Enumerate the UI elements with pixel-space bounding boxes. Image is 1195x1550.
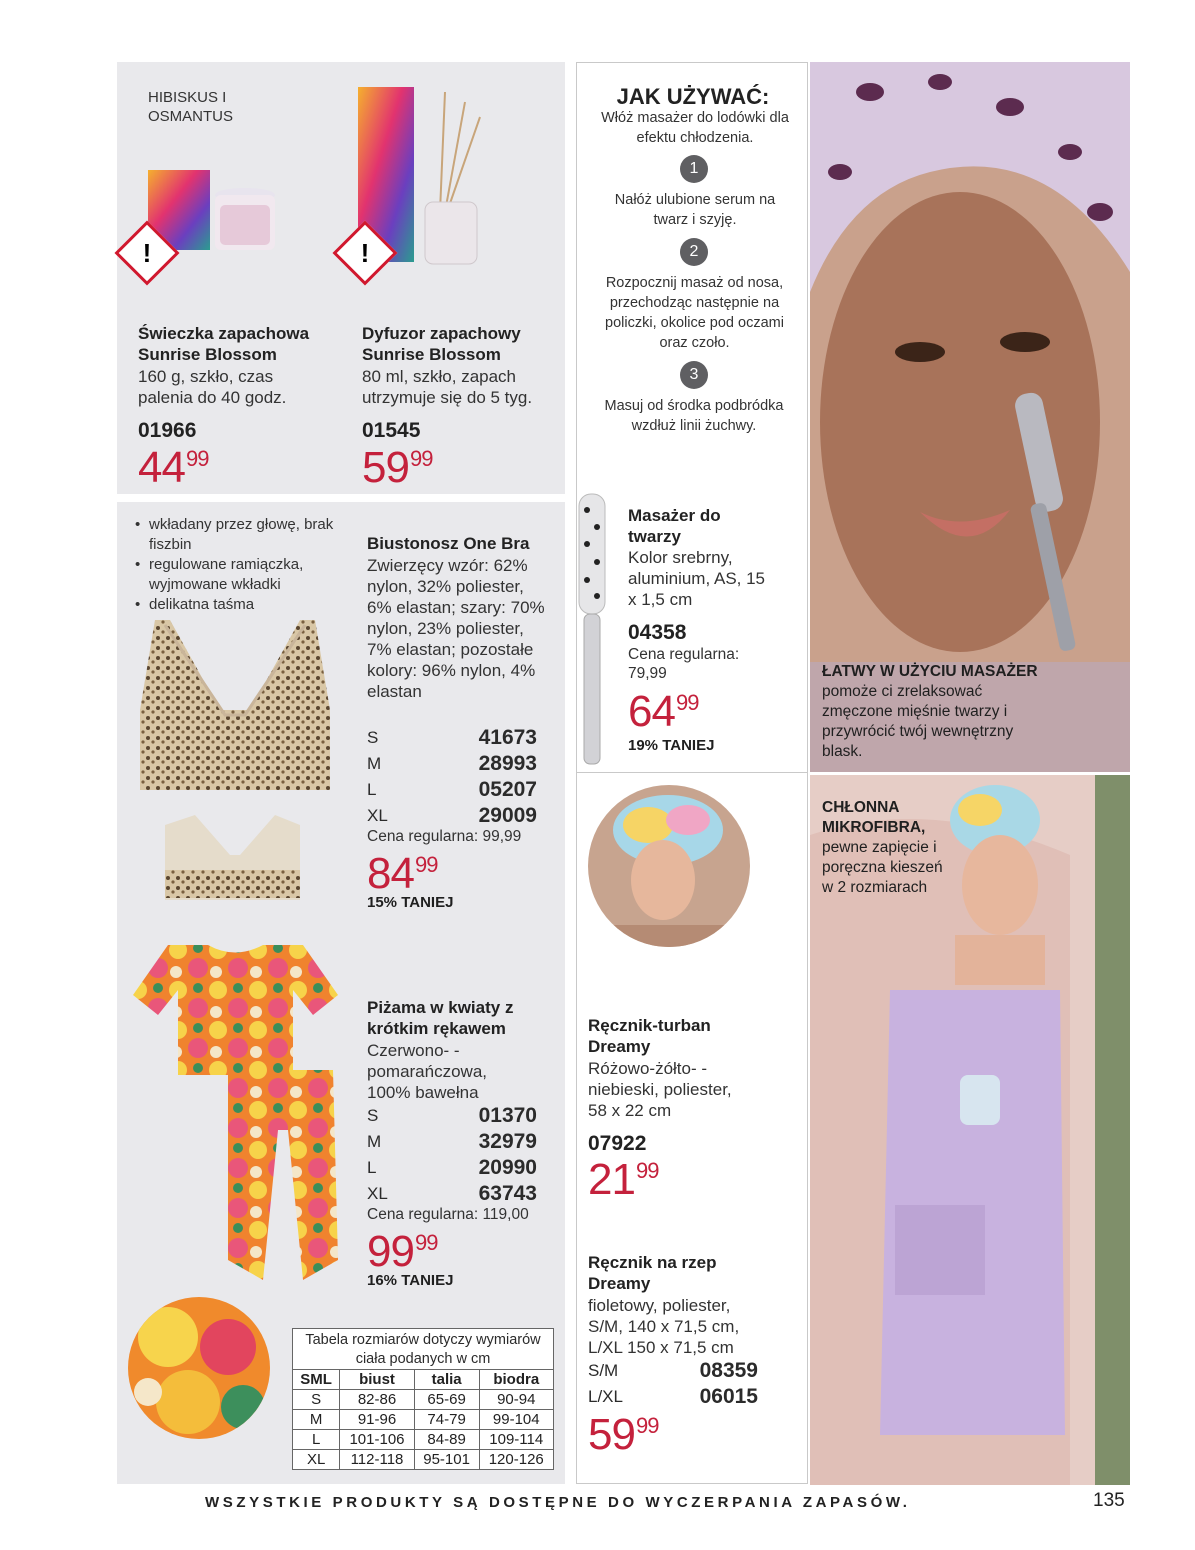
table-header: biust — [340, 1370, 414, 1390]
table-header: biodra — [479, 1370, 554, 1390]
pajamas-discount: 16% TANIEJ — [367, 1272, 454, 1289]
turban-title: Ręcznik-turban Dreamy — [588, 1016, 711, 1056]
turban-code: 07922 — [588, 1132, 647, 1155]
step-number-badge: 3 — [680, 361, 708, 389]
pajamas-price: $99^{99}$ — [367, 1227, 438, 1276]
massager-price: $64^{99}$ — [628, 687, 699, 736]
massager-desc: Kolor srebrny, aluminium, AS, 15 x 1,5 cm — [628, 548, 766, 609]
how-to-heading: JAK UŻYWAĆ: — [616, 84, 770, 109]
candle-code: 01966 — [138, 419, 197, 442]
turban-desc: Różowo-żółto- -niebieski, poliester, 58 x 22 cm — [588, 1059, 732, 1120]
hazard-warning-icon: ! — [332, 220, 397, 285]
wrap-towel-price: $59^{99}$ — [588, 1410, 659, 1459]
pajamas-title: Piżama w kwiaty z krótkim rękawem — [367, 998, 514, 1038]
size-row: S 01370 — [367, 1104, 537, 1127]
bra-feature: • delikatna taśma — [135, 595, 340, 615]
pajamas-image — [128, 940, 343, 1285]
wrap-towel-desc: fioletowy, poliester, S/M, 140 x 71,5 cm, L/XL 150 x 71,5 cm — [588, 1296, 740, 1357]
how-to-step: Nałóż ulubione serum na twarz i szyję. — [614, 192, 776, 228]
hazard-warning-icon: ! — [114, 220, 179, 285]
diffuser-title: Dyfuzor zapachowy Sunrise Blossom — [362, 324, 521, 364]
availability-note: WSZYSTKIE PRODUKTY SĄ DOSTĘPNE DO WYCZERPANIA ZAPASÓW. — [205, 1494, 911, 1511]
middle-divider — [576, 772, 808, 773]
wrap-towel-photo-caption: CHŁONNA MIKROFIBRA, pewne zapięcie i poręczna kieszeń w 2 rozmiarach — [822, 799, 943, 896]
candle-desc: 160 g, szkło, czas palenia do 40 godz. — [138, 367, 287, 407]
bra-price: $84^{99}$ — [367, 849, 438, 898]
size-row: L 20990 — [367, 1156, 537, 1179]
table-row: M 91-96 74-79 99-104 — [293, 1410, 554, 1430]
bra-size-list — [367, 725, 537, 829]
candle-title: Świeczka zapachowa Sunrise Blossom — [138, 324, 310, 364]
diffuser-price: $59^{99}$ — [362, 443, 433, 492]
how-to-step: Rozpocznij masaż od nosa, przechodząc następnie na policzki, okolice pod oczami oraz czoło. — [605, 275, 784, 351]
massager-regular-label: Cena regularna: — [628, 646, 740, 663]
massager-image — [575, 492, 610, 772]
bra-feature: • regulowane ramiączka, wyjmowane wkładki — [135, 555, 340, 595]
massager-title: Masażer do twarzy — [628, 506, 721, 546]
step-number-badge: 1 — [680, 155, 708, 183]
size-table — [292, 1369, 554, 1470]
pajamas-desc: Czerwono- -pomarańczowa, 100% bawełna — [367, 1041, 488, 1102]
size-row: S 41673 — [367, 726, 537, 749]
turban-price: $21^{99}$ — [588, 1155, 659, 1204]
step-number-badge: 2 — [680, 238, 708, 266]
massager-discount: 19% TANIEJ — [628, 737, 715, 754]
massager-regular-price: 79,99 — [628, 665, 667, 682]
diffuser-code: 01545 — [362, 419, 421, 442]
pajamas-size-list — [367, 1103, 537, 1207]
bra-regular-price: Cena regularna: 99,99 — [367, 828, 522, 845]
size-row: S/M 08359 — [588, 1359, 758, 1382]
bra-feature: • wkładany przez głowę, brak fiszbin — [135, 515, 340, 555]
massager-photo-caption: ŁATWY W UŻYCIU MASAŻER pomoże ci zrelaksować zmęczone mięśnie twarzy i przywrócić twój wewnętrzny blask. — [822, 663, 1038, 760]
scent-label: HIBISKUS I OSMANTUS — [148, 89, 234, 125]
size-row: XL 63743 — [367, 1182, 537, 1205]
fabric-swatch — [128, 1297, 270, 1439]
size-table-caption: Tabela rozmiarów dotyczy wymiarów ciała podanych w cm — [292, 1328, 554, 1369]
size-table-box — [292, 1328, 554, 1470]
how-to-intro: Włóż masażer do lodówki dla efektu chłodzenia. — [601, 110, 789, 146]
size-row: L/XL 06015 — [588, 1385, 758, 1408]
table-row: S 82-86 65-69 90-94 — [293, 1390, 554, 1410]
bra-title: Biustonosz One Bra — [367, 534, 530, 553]
table-row: L 101-106 84-89 109-114 — [293, 1430, 554, 1450]
page-number: 135 — [1093, 1490, 1125, 1511]
size-row: M 32979 — [367, 1130, 537, 1153]
bra-features — [135, 515, 340, 615]
pajamas-regular-price: Cena regularna: 119,00 — [367, 1206, 529, 1223]
bra-discount: 15% TANIEJ — [367, 894, 454, 911]
wrap-towel-title: Ręcznik na rzep Dreamy — [588, 1253, 717, 1293]
diffuser-desc: 80 ml, szkło, zapach utrzymuje się do 5 tyg. — [362, 367, 533, 407]
size-row: M 28993 — [367, 752, 537, 775]
how-to-step: Masuj od środka podbródka wzdłuż linii żuchwy. — [604, 398, 784, 434]
table-header: talia — [414, 1370, 479, 1390]
bra-image — [135, 615, 335, 905]
table-header: SML — [293, 1370, 340, 1390]
size-row: L 05207 — [367, 778, 537, 801]
wrap-towel-size-list — [588, 1358, 758, 1410]
candle-price: $44^{99}$ — [138, 443, 209, 492]
table-row: XL 112-118 95-101 120-126 — [293, 1450, 554, 1470]
bra-desc: Zwierzęcy wzór: 62% nylon, 32% poliester, 6% elastan; szary: 70% nylon, 23% poliester, 7% elastan; pozostałe kolory: 96% nylon, 4% elastan — [367, 556, 545, 701]
size-row: XL 29009 — [367, 804, 537, 827]
massager-code: 04358 — [628, 621, 687, 644]
turban-model-photo — [588, 785, 750, 947]
